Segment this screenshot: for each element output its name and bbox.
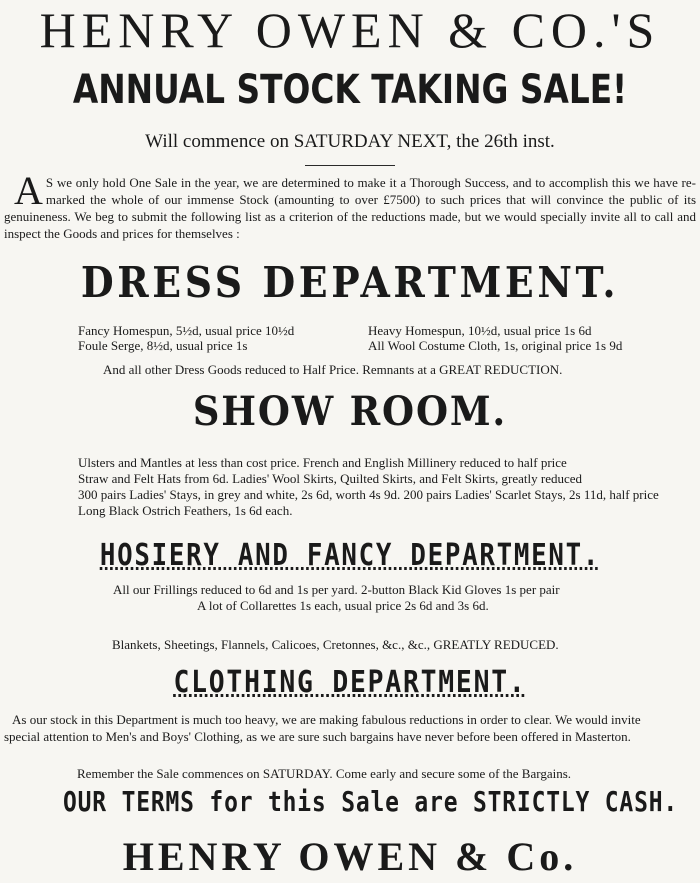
dress-footer: And all other Dress Goods reduced to Half Price. Remnants at a GREAT REDUCTION. [103, 362, 563, 377]
dress-item: Heavy Homespun, 10½d, usual price 1s 6d [368, 323, 592, 338]
sale-title: ANNUAL STOCK TAKING SALE! [72, 67, 628, 113]
remember-line: Remember the Sale commences on SATURDAY. Come early and secure some of the Bargains. [77, 766, 572, 781]
intro-text: S we only hold One Sale in the year, we are determined to make it a Thorough Success, and to accomplish this we have re-marked the whole of our immense Stock (amounting to over £7500) to such prices that will convince the public of its genuineness. We beg to submit the following list as a criterion of the reductions made, but we would specially invite all to call and inspect the Goods and prices for themselves : [4, 175, 696, 241]
divider [305, 165, 395, 166]
showroom-line: 300 pairs Ladies' Stays, in grey and white, 2s 6d, worth 4s 9d. 200 pairs Ladies' Scarlet Stays, 2s 11d, half price [78, 487, 659, 502]
intro-dropcap: A [14, 168, 43, 213]
firm-title: HENRY OWEN & CO.'S [39, 2, 661, 58]
hosiery-line: All our Frillings reduced to 6d and 1s per yard. 2-button Black Kid Gloves 1s per pair [113, 582, 560, 597]
showroom-line: Straw and Felt Hats from 6d. Ladies' Wool Skirts, Quilted Skirts, and Felt Skirts, greatly reduced [78, 471, 583, 486]
clothing-department-heading: CLOTHING DEPARTMENT. [173, 665, 527, 700]
show-room-heading: SHOW ROOM. [192, 388, 508, 435]
firm-signature: HENRY OWEN & Co. [122, 834, 578, 879]
terms-banner: OUR TERMS for this Sale are STRICTLY CASH. [63, 785, 679, 818]
dress-item: Foule Serge, 8½d, usual price 1s [78, 338, 248, 353]
intro-paragraph [4, 168, 696, 242]
showroom-line: Long Black Ostrich Feathers, 1s 6d each. [78, 503, 293, 518]
clothing-line: special attention to Men's and Boys' Clothing, as we are sure such bargains have never before been offered in Masterton. [4, 729, 631, 744]
hosiery-department-heading: HOSIERY AND FANCY DEPARTMENT. [99, 538, 601, 573]
clothing-line: As our stock in this Department is much too heavy, we are making fabulous reductions in order to clear. We would invite [12, 712, 641, 727]
commence-line: Will commence on SATURDAY NEXT, the 26th inst. [145, 131, 555, 152]
showroom-line: Ulsters and Mantles at less than cost price. French and English Millinery reduced to half price [78, 455, 567, 470]
dress-price-list [78, 323, 658, 353]
dress-item: Fancy Homespun, 5½d, usual price 10½d [78, 323, 295, 338]
blankets-line: Blankets, Sheetings, Flannels, Calicoes, Cretonnes, &c., &c., GREATLY REDUCED. [112, 637, 559, 652]
dress-department-heading: DRESS DEPARTMENT. [80, 258, 620, 307]
dress-item: All Wool Costume Cloth, 1s, original price 1s 9d [368, 338, 623, 353]
hosiery-line: A lot of Collarettes 1s each, usual price 2s 6d and 3s 6d. [197, 598, 489, 613]
